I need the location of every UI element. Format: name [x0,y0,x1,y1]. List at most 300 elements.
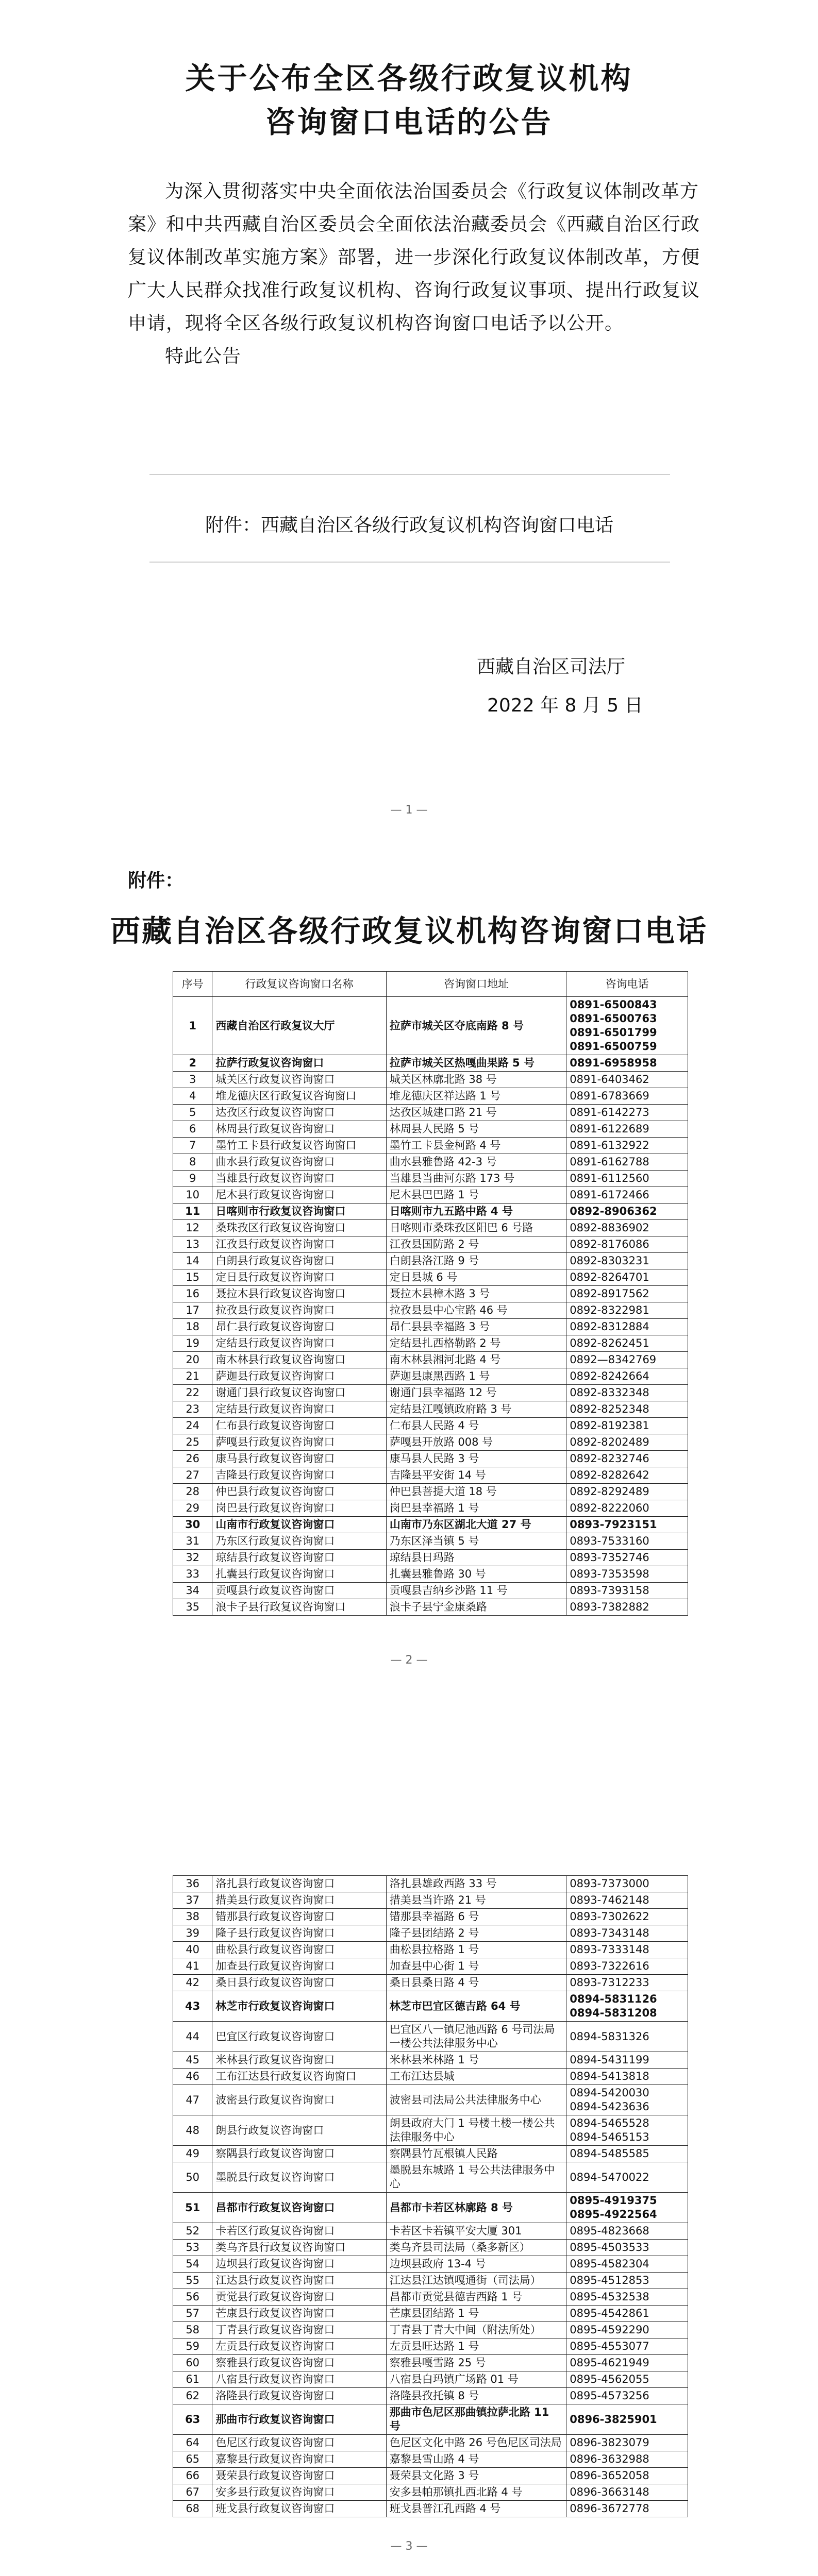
cell-office-name: 边坝县行政复议咨询窗口 [212,2256,386,2273]
table-row [173,2115,688,2146]
table-row [173,1909,688,1925]
cell-address: 江达县江达镇嘎通街（司法局） [386,2273,566,2289]
cell-phone: 0891-6403462 [566,1072,688,1088]
cell-number: 1 [173,997,212,1055]
cell-office-name: 贡觉县行政复议咨询窗口 [212,2289,386,2306]
table-row [173,1171,688,1187]
cell-phone: 0892-8906362 [566,1204,688,1220]
cell-phone: 0892-8192381 [566,1418,688,1434]
cell-office-name: 南木林县行政复议咨询窗口 [212,1352,386,1368]
table-row [173,1451,688,1467]
cell-office-name: 浪卡子县行政复议咨询窗口 [212,1599,386,1616]
table-row [173,2388,688,2404]
cell-number: 34 [173,1583,212,1599]
cell-phone: 0894-5831326 [566,2022,688,2052]
divider [149,474,670,475]
cell-address: 萨嘎县开放路 008 号 [386,1434,566,1451]
signer: 西藏自治区司法厅 [477,656,626,677]
cell-address: 日喀则市桑珠孜区阳巴 6 号路 [386,1220,566,1236]
cell-address: 康马县人民路 3 号 [386,1451,566,1467]
cell-office-name: 嘉黎县行政复议咨询窗口 [212,2451,386,2468]
cell-office-name: 桑日县行政复议咨询窗口 [212,1975,386,1991]
table-row [173,1286,688,1302]
cell-phone: 0893-7382882 [566,1599,688,1616]
cell-number: 52 [173,2223,212,2240]
cell-phone: 0892-8232746 [566,1451,688,1467]
cell-phone: 0892-8303231 [566,1253,688,1269]
cell-phone: 0893-7352746 [566,1550,688,1566]
table-row [173,997,688,1055]
cell-address: 林芝市巴宜区德吉路 64 号 [386,1991,566,2022]
cell-address: 堆龙德庆区祥达路 1 号 [386,1088,566,1105]
cell-phone: 0894-5465528 0894-5465153 [566,2115,688,2146]
cell-office-name: 尼木县行政复议咨询窗口 [212,1187,386,1204]
cell-number: 19 [173,1335,212,1352]
page-number: — 1 — [390,804,428,817]
cell-address: 色尼区文化中路 26 号色尼区司法局 [386,2435,566,2451]
cell-number: 55 [173,2273,212,2289]
cell-phone: 0891-6132922 [566,1138,688,1154]
cell-office-name: 岗巴县行政复议咨询窗口 [212,1500,386,1517]
table-row [173,1055,688,1072]
cell-address: 错那县幸福路 6 号 [386,1909,566,1925]
table-row [173,2451,688,2468]
column-header-address: 咨询窗口地址 [386,972,566,997]
cell-office-name: 城关区行政复议咨询窗口 [212,1072,386,1088]
cell-phone: 0892-8242664 [566,1368,688,1385]
table-row [173,2162,688,2193]
cell-address: 仁布县人民路 4 号 [386,1418,566,1434]
cell-office-name: 左贡县行政复议咨询窗口 [212,2338,386,2355]
notice-body [128,175,713,373]
cell-number: 49 [173,2146,212,2162]
cell-office-name: 工布江达县行政复议咨询窗口 [212,2069,386,2085]
cell-office-name: 琼结县行政复议咨询窗口 [212,1550,386,1566]
cell-number: 11 [173,1204,212,1220]
cell-address: 昌都市卡若区林廓路 8 号 [386,2193,566,2223]
cell-phone: 0892-8917562 [566,1286,688,1302]
cell-address: 昌都市贡觉县德吉西路 1 号 [386,2289,566,2306]
cell-number: 42 [173,1975,212,1991]
cell-phone: 0892-8222060 [566,1500,688,1517]
cell-address: 措美县当许路 21 号 [386,1892,566,1909]
cell-number: 21 [173,1368,212,1385]
cell-office-name: 错那县行政复议咨询窗口 [212,1909,386,1925]
cell-address: 曲松县拉格路 1 号 [386,1942,566,1958]
cell-address: 卡若区卡若镇平安大厦 301 [386,2223,566,2240]
cell-phone: 0895-4592290 [566,2322,688,2338]
cell-office-name: 仁布县行政复议咨询窗口 [212,1418,386,1434]
table-row [173,1942,688,1958]
cell-office-name: 江孜县行政复议咨询窗口 [212,1236,386,1253]
cell-phone: 0893-7333148 [566,1942,688,1958]
cell-address: 安多县帕那镇扎西北路 4 号 [386,2484,566,2501]
cell-number: 32 [173,1550,212,1566]
cell-address: 城关区林廓北路 38 号 [386,1072,566,1088]
cell-number: 4 [173,1088,212,1105]
table-row [173,1418,688,1434]
cell-address: 仲巴县菩提大道 18 号 [386,1484,566,1500]
cell-office-name: 曲松县行政复议咨询窗口 [212,1942,386,1958]
divider [149,562,670,563]
table-row [173,1236,688,1253]
cell-phone: 0892-8176086 [566,1236,688,1253]
table-row [173,1517,688,1533]
cell-number: 6 [173,1121,212,1138]
table-row [173,1335,688,1352]
appendix-label: 附件： [128,870,184,891]
cell-number: 13 [173,1236,212,1253]
cell-number: 62 [173,2388,212,2404]
cell-office-name: 类乌齐县行政复议咨询窗口 [212,2240,386,2256]
table-row [173,1220,688,1236]
cell-address: 芒康县团结路 1 号 [386,2306,566,2322]
cell-phone: 0894-5431199 [566,2052,688,2069]
appendix-title: 西藏自治区各级行政复议机构咨询窗口电话 [110,913,708,948]
cell-number: 3 [173,1072,212,1088]
cell-phone: 0895-4823668 [566,2223,688,2240]
table-row [173,2371,688,2388]
cell-office-name: 扎囊县行政复议咨询窗口 [212,1566,386,1583]
cell-address: 琼结县日玛路 [386,1550,566,1566]
table-row [173,1253,688,1269]
cell-number: 60 [173,2355,212,2371]
column-header-phone: 咨询电话 [566,972,688,997]
cell-number: 63 [173,2404,212,2435]
cell-number: 48 [173,2115,212,2146]
cell-address: 聂拉木县樟木路 3 号 [386,1286,566,1302]
cell-office-name: 乃东区行政复议咨询窗口 [212,1533,386,1550]
cell-number: 35 [173,1599,212,1616]
cell-number: 40 [173,1942,212,1958]
cell-phone: 0894-5485585 [566,2146,688,2162]
cell-phone: 0895-4512853 [566,2273,688,2289]
cell-phone: 0891-6162788 [566,1154,688,1171]
cell-office-name: 隆子县行政复议咨询窗口 [212,1925,386,1942]
cell-phone: 0893-7343148 [566,1925,688,1942]
cell-number: 30 [173,1517,212,1533]
cell-address: 谢通门县幸福路 12 号 [386,1385,566,1401]
table-row [173,1876,688,1892]
cell-office-name: 安多县行政复议咨询窗口 [212,2484,386,2501]
attachment-line: 附件：西藏自治区各级行政复议机构咨询窗口电话 [205,515,614,536]
cell-number: 27 [173,1467,212,1484]
cell-address: 班戈县普江孔西路 4 号 [386,2501,566,2517]
cell-number: 54 [173,2256,212,2273]
cell-number: 2 [173,1055,212,1072]
cell-address: 边坝县政府 13-4 号 [386,2256,566,2273]
cell-address: 达孜区城建口路 21 号 [386,1105,566,1121]
cell-office-name: 当雄县行政复议咨询窗口 [212,1171,386,1187]
cell-address: 南木林县湘河北路 4 号 [386,1352,566,1368]
cell-office-name: 江达县行政复议咨询窗口 [212,2273,386,2289]
cell-number: 53 [173,2240,212,2256]
cell-phone: 0892—8342769 [566,1352,688,1368]
cell-address: 丁青县丁青大中间（附法所处） [386,2322,566,2338]
cell-office-name: 聂拉木县行政复议咨询窗口 [212,1286,386,1302]
cell-phone: 0892-8202489 [566,1434,688,1451]
table-row [173,2322,688,2338]
cell-address: 萨迦县康黑西路 1 号 [386,1368,566,1385]
cell-office-name: 贡嘎县行政复议咨询窗口 [212,1583,386,1599]
cell-address: 尼木县巴巴路 1 号 [386,1187,566,1204]
table-row [173,2052,688,2069]
cell-number: 12 [173,1220,212,1236]
cell-phone: 0892-8332348 [566,1385,688,1401]
cell-office-name: 日喀则市行政复议咨询窗口 [212,1204,386,1220]
cell-phone: 0895-4503533 [566,2240,688,2256]
cell-phone: 0892-8262451 [566,1335,688,1352]
cell-phone: 0893-7462148 [566,1892,688,1909]
cell-phone: 0891-6142273 [566,1105,688,1121]
cell-number: 56 [173,2289,212,2306]
table-row [173,1958,688,1975]
cell-office-name: 林周县行政复议咨询窗口 [212,1121,386,1138]
cell-phone: 0895-4532538 [566,2289,688,2306]
cell-number: 46 [173,2069,212,2085]
cell-office-name: 白朗县行政复议咨询窗口 [212,1253,386,1269]
cell-number: 17 [173,1302,212,1319]
cell-number: 10 [173,1187,212,1204]
cell-office-name: 昌都市行政复议咨询窗口 [212,2193,386,2223]
cell-office-name: 丁青县行政复议咨询窗口 [212,2322,386,2338]
cell-office-name: 昂仁县行政复议咨询窗口 [212,1319,386,1335]
table-row [173,2273,688,2289]
table-row [173,1368,688,1385]
table-row [173,1991,688,2022]
cell-number: 61 [173,2371,212,2388]
cell-office-name: 拉孜县行政复议咨询窗口 [212,1302,386,1319]
cell-number: 65 [173,2451,212,2468]
table-row [173,2435,688,2451]
cell-office-name: 堆龙德庆区行政复议咨询窗口 [212,1088,386,1105]
cell-phone: 0892-8312884 [566,1319,688,1335]
cell-office-name: 那曲市行政复议咨询窗口 [212,2404,386,2435]
cell-address: 隆子县团结路 2 号 [386,1925,566,1942]
cell-number: 22 [173,1385,212,1401]
cell-number: 18 [173,1319,212,1335]
cell-address: 朗县政府大门 1 号楼土楼一楼公共法律服务中心 [386,2115,566,2146]
cell-address: 加查县中心街 1 号 [386,1958,566,1975]
cell-phone: 0892-8252348 [566,1401,688,1418]
cell-office-name: 桑珠孜区行政复议咨询窗口 [212,1220,386,1236]
cell-number: 50 [173,2162,212,2193]
cell-office-name: 卡若区行政复议咨询窗口 [212,2223,386,2240]
cell-office-name: 八宿县行政复议咨询窗口 [212,2371,386,2388]
table-row [173,2193,688,2223]
cell-phone: 0895-4573256 [566,2388,688,2404]
table-row [173,1319,688,1335]
cell-office-name: 山南市行政复议咨询窗口 [212,1517,386,1533]
cell-phone: 0893-7312233 [566,1975,688,1991]
cell-number: 38 [173,1909,212,1925]
cell-address: 那曲市色尼区那曲镇拉萨北路 11 号 [386,2404,566,2435]
cell-phone: 0892-8322981 [566,1302,688,1319]
cell-office-name: 墨脱县行政复议咨询窗口 [212,2162,386,2193]
cell-phone: 0893-7923151 [566,1517,688,1533]
cell-office-name: 萨嘎县行政复议咨询窗口 [212,1434,386,1451]
notice-title-line1: 关于公布全区各级行政复议机构 [185,61,633,96]
cell-address: 拉萨市城关区夺底南路 8 号 [386,997,566,1055]
cell-address: 类乌齐县司法局（桑多新区） [386,2240,566,2256]
cell-address: 定结县江嘎镇政府路 3 号 [386,1401,566,1418]
table-row [173,2223,688,2240]
cell-office-name: 谢通门县行政复议咨询窗口 [212,1385,386,1401]
cell-office-name: 朗县行政复议咨询窗口 [212,2115,386,2146]
notice-title-line2: 咨询窗口电话的公告 [265,105,553,140]
table-row [173,1385,688,1401]
cell-office-name: 芒康县行政复议咨询窗口 [212,2306,386,2322]
cell-number: 5 [173,1105,212,1121]
cell-office-name: 加查县行政复议咨询窗口 [212,1958,386,1975]
table-row [173,2069,688,2085]
cell-number: 45 [173,2052,212,2069]
cell-address: 察隅县竹瓦根镇人民路 [386,2146,566,2162]
notice-closing: 特此公告 [165,346,242,367]
cell-address: 贡嘎县吉纳乡沙路 11 号 [386,1583,566,1599]
table-row [173,2146,688,2162]
cell-phone: 0893-7302622 [566,1909,688,1925]
cell-phone: 0896-3652058 [566,2468,688,2484]
table-row [173,1500,688,1517]
cell-address: 八宿县白玛镇广场路 01 号 [386,2371,566,2388]
cell-address: 左贡县旺达路 1 号 [386,2338,566,2355]
cell-number: 25 [173,1434,212,1451]
contact-table-2 [173,1875,688,2517]
signature-date: 2022 年 8 月 5 日 [487,695,643,716]
cell-address: 工布江达县城 [386,2069,566,2085]
cell-number: 58 [173,2322,212,2338]
cell-address: 墨脱县东城路 1 号公共法律服务中心 [386,2162,566,2193]
table-row [173,2306,688,2322]
cell-phone: 0891-6112560 [566,1171,688,1187]
cell-office-name: 定日县行政复议咨询窗口 [212,1269,386,1286]
cell-phone: 0893-7393158 [566,1583,688,1599]
table-row [173,1105,688,1121]
cell-number: 66 [173,2468,212,2484]
table-row [173,1401,688,1418]
table-row [173,2468,688,2484]
cell-phone: 0892-8282642 [566,1467,688,1484]
cell-number: 28 [173,1484,212,1500]
cell-office-name: 墨竹工卡县行政复议咨询窗口 [212,1138,386,1154]
cell-phone: 0895-4562055 [566,2371,688,2388]
table-row [173,2085,688,2115]
cell-number: 57 [173,2306,212,2322]
cell-address: 聂荣县文化路 3 号 [386,2468,566,2484]
cell-number: 31 [173,1533,212,1550]
cell-address: 日喀则市九五路中路 4 号 [386,1204,566,1220]
cell-phone: 0893-7353598 [566,1566,688,1583]
table-row [173,1121,688,1138]
cell-address: 扎囊县雅鲁路 30 号 [386,1566,566,1583]
cell-address: 米林县米林路 1 号 [386,2052,566,2069]
table-row [173,2256,688,2273]
cell-number: 36 [173,1876,212,1892]
cell-address: 波密县司法局公共法律服务中心 [386,2085,566,2115]
cell-office-name: 达孜区行政复议咨询窗口 [212,1105,386,1121]
table-row [173,1352,688,1368]
cell-office-name: 拉萨行政复议咨询窗口 [212,1055,386,1072]
table-row [173,1072,688,1088]
cell-office-name: 米林县行政复议咨询窗口 [212,2052,386,2069]
table-row [173,1925,688,1942]
cell-number: 43 [173,1991,212,2022]
column-header-name: 行政复议咨询窗口名称 [212,972,386,997]
cell-number: 44 [173,2022,212,2052]
cell-phone: 0893-7322616 [566,1958,688,1975]
cell-office-name: 察雅县行政复议咨询窗口 [212,2355,386,2371]
table-row [173,1138,688,1154]
cell-phone: 0892-8264701 [566,1269,688,1286]
cell-phone: 0891-6122689 [566,1121,688,1138]
cell-number: 29 [173,1500,212,1517]
cell-phone: 0895-4919375 0895-4922564 [566,2193,688,2223]
table-row [173,2022,688,2052]
table-row [173,2289,688,2306]
cell-address: 曲水县雅鲁路 42-3 号 [386,1154,566,1171]
page-number: — 3 — [390,2540,428,2553]
table-row [173,1269,688,1286]
cell-address: 江孜县国防路 2 号 [386,1236,566,1253]
contact-table-1 [173,971,688,1616]
cell-phone: 0896-3632988 [566,2451,688,2468]
page-number: — 2 — [390,1654,428,1667]
cell-office-name: 康马县行政复议咨询窗口 [212,1451,386,1467]
column-header-no: 序号 [173,972,212,997]
cell-number: 24 [173,1418,212,1434]
cell-phone: 0895-4553077 [566,2338,688,2355]
cell-phone: 0895-4621949 [566,2355,688,2371]
cell-phone: 0894-5413818 [566,2069,688,2085]
cell-office-name: 西藏自治区行政复议大厅 [212,997,386,1055]
cell-number: 47 [173,2085,212,2115]
table-row [173,1583,688,1599]
cell-address: 拉孜县县中心宝路 46 号 [386,1302,566,1319]
cell-phone: 0894-5470022 [566,2162,688,2193]
cell-number: 23 [173,1401,212,1418]
cell-office-name: 波密县行政复议咨询窗口 [212,2085,386,2115]
cell-office-name: 萨迦县行政复议咨询窗口 [212,1368,386,1385]
cell-phone: 0895-4542861 [566,2306,688,2322]
cell-address: 岗巴县幸福路 1 号 [386,1500,566,1517]
cell-number: 14 [173,1253,212,1269]
cell-number: 67 [173,2484,212,2501]
table-header-row [173,972,688,997]
cell-address: 巴宜区八一镇尼池西路 6 号司法局一楼公共法律服务中心 [386,2022,566,2052]
cell-office-name: 察隅县行政复议咨询窗口 [212,2146,386,2162]
cell-number: 59 [173,2338,212,2355]
table-row [173,1302,688,1319]
cell-address: 定日县城 6 号 [386,1269,566,1286]
cell-office-name: 定结县行政复议咨询窗口 [212,1335,386,1352]
cell-office-name: 仲巴县行政复议咨询窗口 [212,1484,386,1500]
table-row [173,1187,688,1204]
cell-office-name: 定结县行政复议咨询窗口 [212,1401,386,1418]
notice-paragraph: 为深入贯彻落实中央全面依法治国委员会《行政复议体制改革方案》和中共西藏自治区委员会全面依法治藏委员会《西藏自治区行政复议体制改革实施方案》部署，进一步深化行政复议体制改革，方便广大人民群众找准行政复议机构、咨询行政复议事项、提出行政复议申请，现将全区各级行政复议机构咨询窗口电话予以公开。 [128,181,700,334]
cell-office-name: 洛隆县行政复议咨询窗口 [212,2388,386,2404]
cell-phone: 0896-3825901 [566,2404,688,2435]
cell-office-name: 林芝市行政复议咨询窗口 [212,1991,386,2022]
cell-number: 33 [173,1566,212,1583]
cell-office-name: 吉隆县行政复议咨询窗口 [212,1467,386,1484]
cell-number: 15 [173,1269,212,1286]
cell-address: 察雅县嘎雪路 25 号 [386,2355,566,2371]
cell-address: 当雄县当曲河东路 173 号 [386,1171,566,1187]
cell-phone: 0896-3663148 [566,2484,688,2501]
cell-address: 墨竹工卡县金柯路 4 号 [386,1138,566,1154]
cell-phone: 0893-7373000 [566,1876,688,1892]
